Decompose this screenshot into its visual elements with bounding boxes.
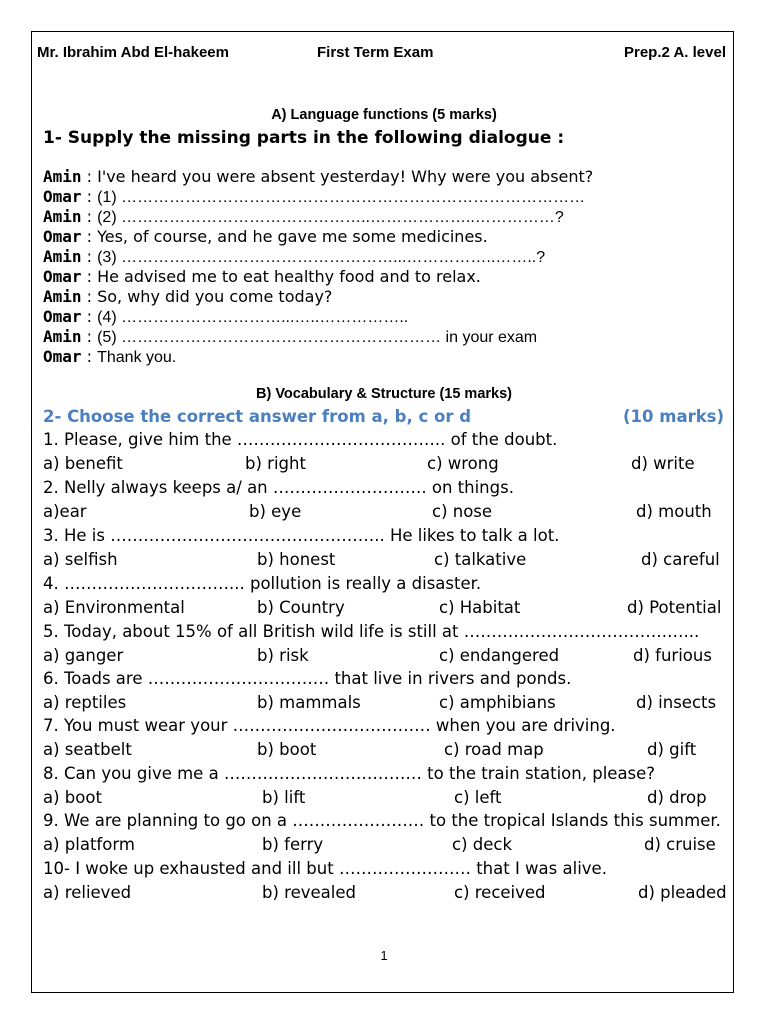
option-c: c) nose xyxy=(432,502,493,521)
speaker: Amin xyxy=(43,327,82,346)
dialogue-line xyxy=(43,307,408,328)
question-text: 5. Today, about 15% of all British wild life is still at ……………………………….…... xyxy=(43,622,700,641)
speaker: Omar xyxy=(43,187,82,206)
line-text: (2) ………………………………………..………………..……………? xyxy=(97,209,564,226)
option-c: c) road map xyxy=(444,740,544,759)
option-b: b) eye xyxy=(249,502,302,521)
question-text: 10- I woke up exhausted and ill but …………………… that I was alive. xyxy=(43,859,607,878)
separator: : xyxy=(81,187,98,206)
question-1-title: 1- Supply the missing parts in the following dialogue : xyxy=(43,128,565,148)
dialogue-line xyxy=(43,287,332,307)
dialogue-line xyxy=(43,167,593,187)
option-d: d) cruise xyxy=(644,835,716,854)
option-c: c) received xyxy=(454,883,546,902)
separator: : xyxy=(81,207,98,226)
option-b: b) ferry xyxy=(262,835,324,854)
option-b: b) risk xyxy=(257,646,309,665)
separator: : xyxy=(81,167,98,186)
speaker: Amin xyxy=(43,207,82,226)
section-a-title: A) Language functions (5 marks) xyxy=(271,107,497,123)
dialogue-line xyxy=(43,327,537,348)
option-a: a) selfish xyxy=(43,550,118,569)
speaker: Omar xyxy=(43,347,82,366)
line-text: (1) …………………………………………………………………………… xyxy=(97,189,586,206)
dialogue-line xyxy=(43,207,564,228)
dialogue-line xyxy=(43,347,176,368)
option-a: a) boot xyxy=(43,788,102,807)
option-d: d) gift xyxy=(647,740,697,759)
option-b: b) honest xyxy=(257,550,336,569)
speaker: Amin xyxy=(43,167,82,186)
option-b: b) right xyxy=(245,454,306,473)
question-text: 2. Nelly always keeps a/ an ………………………. on things. xyxy=(43,478,514,497)
speaker: Omar xyxy=(43,307,82,326)
dialogue-line xyxy=(43,227,488,247)
question-text: 8. Can you give me a ……………………………… to the train station, please? xyxy=(43,764,656,783)
section-b-title: B) Vocabulary & Structure (15 marks) xyxy=(256,386,512,402)
option-d: d) pleaded xyxy=(638,883,727,902)
option-a: a) benefit xyxy=(43,454,123,473)
line-text: So, why did you come today? xyxy=(97,287,333,306)
option-d: d) Potential xyxy=(627,598,722,617)
question-text: 1. Please, give him the ……………………………….. of the doubt. xyxy=(43,430,558,449)
separator: : xyxy=(81,307,98,326)
speaker: Omar xyxy=(43,227,82,246)
separator: : xyxy=(81,347,98,366)
option-b: b) mammals xyxy=(257,693,361,712)
option-c: c) wrong xyxy=(427,454,499,473)
option-b: b) Country xyxy=(257,598,345,617)
separator: : xyxy=(81,227,98,246)
option-c: c) left xyxy=(454,788,502,807)
option-d: d) drop xyxy=(647,788,707,807)
option-b: b) lift xyxy=(262,788,306,807)
speaker: Amin xyxy=(43,287,82,306)
question-2-title: 2- Choose the correct answer from a, b, c or d xyxy=(43,407,472,426)
line-text: I've heard you were absent yesterday! Why were you absent? xyxy=(97,167,594,186)
class-level: Prep.2 A. level xyxy=(624,44,726,61)
separator: : xyxy=(81,267,98,286)
option-a: a) ganger xyxy=(43,646,124,665)
separator: : xyxy=(81,327,98,346)
question-2-marks: (10 marks) xyxy=(623,407,725,426)
line-text: Thank you. xyxy=(97,349,177,366)
line-text: (3) ……………………………………………...……………..……..? xyxy=(97,249,546,266)
separator: : xyxy=(81,287,98,306)
question-text: 4. …………………………... pollution is really a disaster. xyxy=(43,574,482,593)
option-a: a)ear xyxy=(43,502,87,521)
option-c: c) deck xyxy=(452,835,513,854)
option-d: d) insects xyxy=(636,693,717,712)
option-d: d) careful xyxy=(641,550,720,569)
option-a: a) seatbelt xyxy=(43,740,132,759)
teacher-name: Mr. Ibrahim Abd El-hakeem xyxy=(37,44,229,61)
option-c: c) endangered xyxy=(439,646,560,665)
speaker: Amin xyxy=(43,247,82,266)
question-text: 3. He is ………………………………………….. He likes to talk a lot. xyxy=(43,526,560,545)
option-b: b) boot xyxy=(257,740,317,759)
option-b: b) revealed xyxy=(262,883,356,902)
exam-title: First Term Exam xyxy=(317,44,434,61)
dialogue-line xyxy=(43,267,481,287)
option-d: d) furious xyxy=(633,646,712,665)
option-c: c) amphibians xyxy=(439,693,556,712)
dialogue-line xyxy=(43,247,545,268)
dialogue-line xyxy=(43,187,585,208)
option-a: a) Environmental xyxy=(43,598,185,617)
page-number: 1 xyxy=(380,948,388,963)
separator: : xyxy=(81,247,98,266)
option-a: a) reptiles xyxy=(43,693,127,712)
option-c: c) Habitat xyxy=(439,598,521,617)
line-text: Yes, of course, and he gave me some medicines. xyxy=(97,227,488,246)
option-c: c) talkative xyxy=(434,550,527,569)
option-d: d) write xyxy=(631,454,695,473)
option-d: d) mouth xyxy=(636,502,712,521)
question-text: 7. You must wear your ……………………………… when you are driving. xyxy=(43,716,616,735)
line-text: (5) …………………………………………………… in your exam xyxy=(97,329,538,346)
line-text: (4) …………………………...…..…………….. xyxy=(97,309,409,326)
question-text: 6. Toads are …………………………… that live in rivers and ponds. xyxy=(43,669,572,688)
option-a: a) platform xyxy=(43,835,135,854)
speaker: Omar xyxy=(43,267,82,286)
option-a: a) relieved xyxy=(43,883,132,902)
question-text: 9. We are planning to go on a …………………… to the tropical Islands this summer. xyxy=(43,811,721,830)
line-text: He advised me to eat healthy food and to relax. xyxy=(97,267,481,286)
